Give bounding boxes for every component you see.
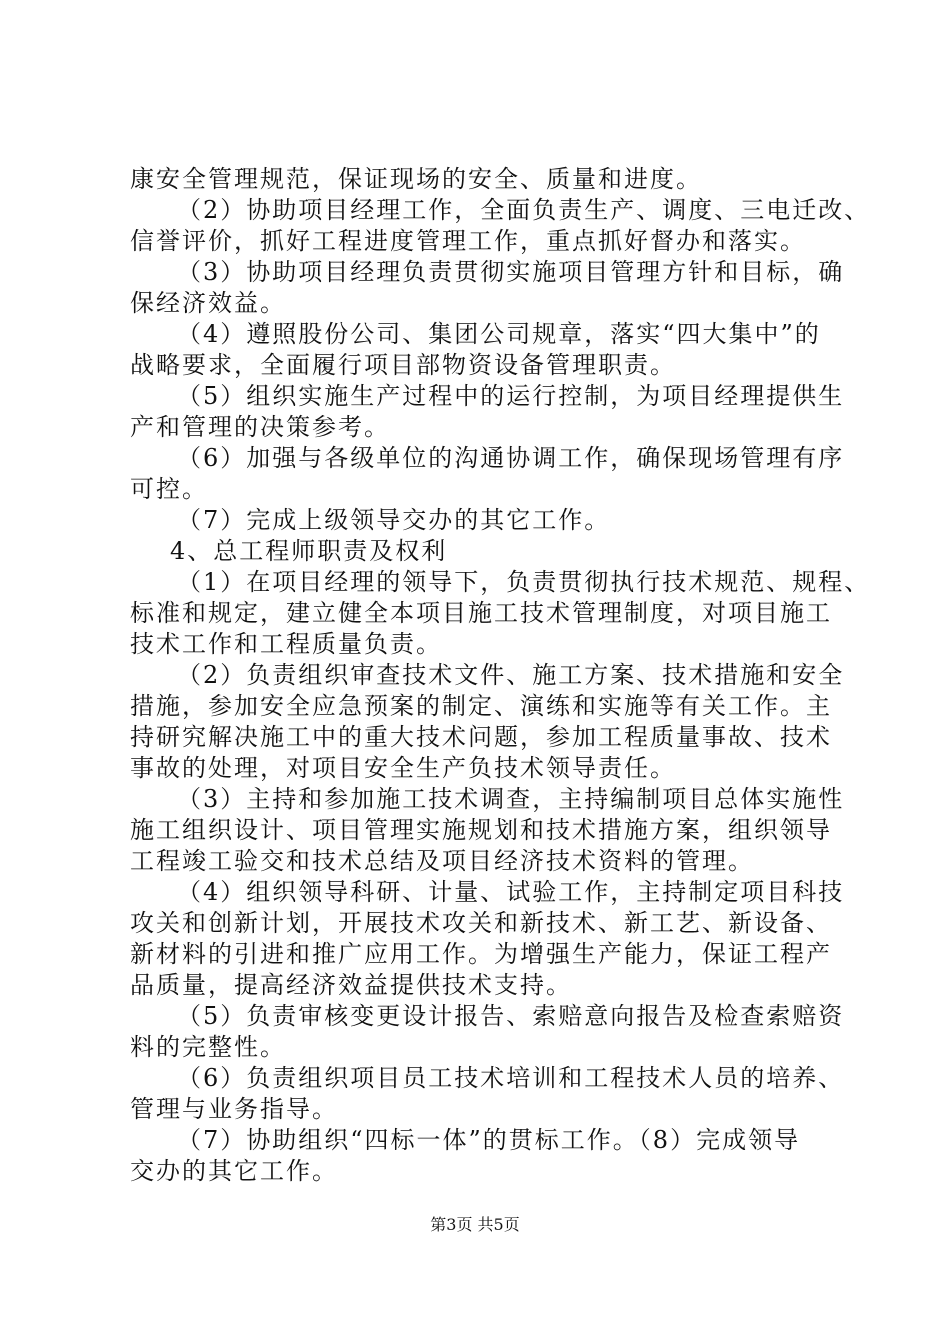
page-footer: 第3页 共5页 [430,1215,520,1234]
text-line: 交办的其它工作。 [130,1157,338,1185]
text-line: （3）主持和参加施工技术调查，主持编制项目总体实施性 [177,785,845,813]
text-line: 事故的处理，对项目安全生产负技术领导责任。 [130,754,676,782]
text-line: 新材料的引进和推广应用工作。为增强生产能力，保证工程产 [130,940,832,968]
text-line: （6）负责组织项目员工技术培训和工程技术人员的培养、 [177,1064,845,1092]
text-line: （3）协助项目经理负责贯彻实施项目管理方针和目标，确 [177,258,845,286]
text-line: （4）遵照股份公司、集团公司规章，落实“四大集中”的 [177,320,821,348]
section-heading: 4、总工程师职责及权利 [170,537,448,565]
text-line: 措施，参加安全应急预案的制定、演练和实施等有关工作。主 [130,692,832,720]
text-line: （5）负责审核变更设计报告、索赔意向报告及检查索赔资 [177,1002,845,1030]
text-line: （4）组织领导科研、计量、试验工作，主持制定项目科技 [177,878,845,906]
text-line: 战略要求，全面履行项目部物资设备管理职责。 [130,351,676,379]
document-body [130,164,871,1187]
text-line: 可控。 [130,475,208,503]
text-line: 品质量，提高经济效益提供技术支持。 [130,971,572,999]
text-line: （2）协助项目经理工作，全面负责生产、调度、三电迁改、 [177,196,871,224]
text-line: 保经济效益。 [130,289,286,317]
text-line: （7）完成上级领导交办的其它工作。 [177,506,611,534]
text-line: 信誉评价，抓好工程进度管理工作，重点抓好督办和落实。 [130,227,806,255]
text-line: （2）负责组织审查技术文件、施工方案、技术措施和安全 [177,661,845,689]
text-line: （5）组织实施生产过程中的运行控制，为项目经理提供生 [177,382,845,410]
text-line: 工程竣工验交和技术总结及项目经济技术资料的管理。 [130,847,754,875]
text-line: 施工组织设计、项目管理实施规划和技术措施方案，组织领导 [130,816,832,844]
text-line: 康安全管理规范，保证现场的安全、质量和进度。 [130,165,702,193]
text-line: 持研究解决施工中的重大技术问题，参加工程质量事故、技术 [130,723,832,751]
text-line: 标准和规定，建立健全本项目施工技术管理制度，对项目施工 [130,599,832,627]
text-line: 产和管理的决策参考。 [130,413,390,441]
text-line: 管理与业务指导。 [130,1095,338,1123]
text-line: （7）协助组织“四标一体”的贯标工作。（8）完成领导 [177,1126,801,1154]
text-line: （6）加强与各级单位的沟通协调工作，确保现场管理有序 [177,444,845,472]
text-line: 攻关和创新计划，开展技术攻关和新技术、新工艺、新设备、 [130,909,832,937]
text-line: （1）在项目经理的领导下，负责贯彻执行技术规范、规程、 [177,568,871,596]
text-line: 料的完整性。 [130,1033,286,1061]
text-line: 技术工作和工程质量负责。 [130,630,442,658]
